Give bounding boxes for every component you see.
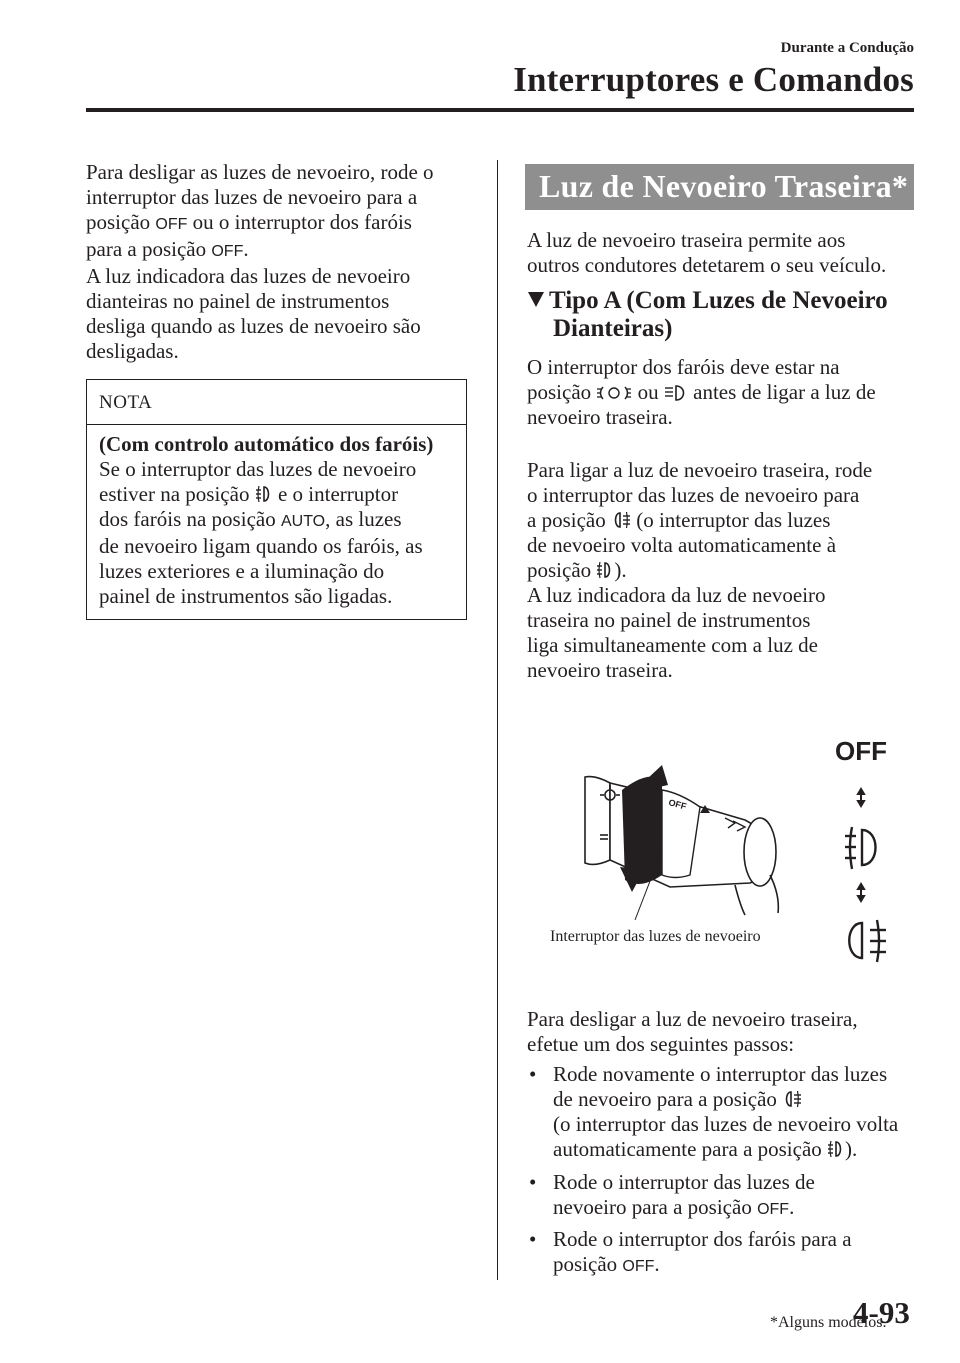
text-line: para a posição OFF. (86, 237, 249, 261)
note-box (86, 379, 467, 620)
text-line: A luz indicadora da luz de nevoeiro (527, 583, 826, 607)
text-line: outros condutores detetarem o seu veículo. (527, 253, 887, 277)
text-line: traseira no painel de instrumentos (527, 608, 811, 632)
turn-off-intro (527, 1007, 917, 1057)
left-paragraph (86, 160, 478, 364)
rear-fog-icon (782, 1089, 802, 1109)
text-line: desliga quando as luzes de nevoeiro são (86, 314, 421, 338)
text-line: Para ligar a luz de nevoeiro traseira, rode (527, 458, 873, 482)
text-line: estiver na posição e o interruptor (99, 482, 399, 506)
text-line: Para desligar a luz de nevoeiro traseira, (527, 1007, 858, 1031)
rear-fog-icon (611, 510, 631, 530)
text-line: A luz de nevoeiro traseira permite aos (527, 228, 846, 252)
front-fog-icon (827, 1139, 845, 1159)
off-code: OFF (155, 216, 188, 233)
section-title: Luz de Nevoeiro Traseira* (539, 168, 909, 204)
front-fog-icon (255, 484, 273, 504)
front-fog-icon (845, 827, 876, 869)
text-line: desligadas. (86, 339, 179, 363)
text-line: painel de instrumentos são ligadas. (99, 584, 393, 608)
text-line: dos faróis na posição AUTO, as luzes (99, 507, 402, 531)
off-code: OFF (622, 1258, 655, 1275)
bullet-dot: • (529, 1062, 537, 1086)
intro-paragraph (527, 228, 917, 278)
rear-fog-icon (849, 920, 886, 962)
text-line: liga simultaneamente com a luz de (527, 633, 818, 657)
turn-on-paragraph (527, 458, 917, 683)
text-line: posição ou antes de ligar a luz de (527, 380, 876, 404)
figure-caption: Interruptor das luzes de nevoeiro (550, 928, 761, 945)
section-banner (525, 164, 914, 210)
text-line: nevoeiro traseira. (527, 658, 673, 682)
text-line: Se o interruptor das luzes de nevoeiro (99, 457, 417, 481)
prereq-paragraph (527, 355, 917, 430)
list-item: • Rode novamente o interruptor das luzes de nevoeiro para a posição (o interruptor das luzes de nevoeiro volta automaticamente para a posição ). (529, 1062, 899, 1161)
column-divider (497, 160, 498, 1280)
off-code: OFF (211, 243, 244, 260)
off-position-label: OFF (835, 736, 887, 766)
up-down-arrow-icon (858, 789, 864, 806)
bullet-dot: • (529, 1227, 537, 1251)
running-header-title: Interruptores e Comandos (513, 60, 914, 99)
text-line: o interruptor das luzes de nevoeiro para (527, 483, 860, 507)
list-item: • Rode o interruptor dos faróis para a posição OFF. (529, 1227, 852, 1276)
note-label: NOTA (99, 392, 153, 413)
list-item: • Rode o interruptor das luzes de nevoeiro para a posição OFF. (529, 1170, 815, 1219)
up-down-arrow-icon (858, 884, 864, 901)
triangle-marker-icon (527, 287, 549, 315)
parking-light-icon (596, 384, 632, 402)
text-line: de nevoeiro volta automaticamente à (527, 533, 837, 557)
auto-code: AUTO (280, 513, 326, 530)
off-code: OFF (757, 1201, 790, 1218)
text-line: A luz indicadora das luzes de nevoeiro (86, 264, 411, 288)
text-line: Para desligar as luzes de nevoeiro, rode o (86, 160, 434, 184)
footnote: *Alguns modelos. (770, 1314, 887, 1331)
text-line: luzes exteriores e a iluminação do (99, 559, 385, 583)
text-line: interruptor das luzes de nevoeiro para a (86, 185, 418, 209)
text-line: posição OFF ou o interruptor dos faróis (86, 210, 412, 234)
stalk-off-label: OFF (667, 797, 688, 812)
subheading: Tipo A (Com Luzes de Nevoeiro Dianteiras) (527, 287, 917, 343)
text-line: dianteiras no painel de instrumentos (86, 289, 390, 313)
front-fog-icon (596, 560, 614, 580)
note-subhead: (Com controlo automático dos faróis) (99, 432, 434, 456)
note-body (99, 432, 464, 609)
headlight-icon (664, 384, 688, 402)
running-header-section: Durante a Condução (780, 40, 914, 56)
header-rule (86, 108, 914, 112)
text-line: nevoeiro traseira. (527, 405, 673, 429)
text-line: de nevoeiro ligam quando os faróis, as (99, 534, 423, 558)
text-line: O interruptor dos faróis deve estar na (527, 355, 840, 379)
note-header (87, 380, 466, 425)
text-line: a posição (o interruptor das luzes (527, 508, 831, 532)
bullet-dot: • (529, 1170, 537, 1194)
text-line: efetue um dos seguintes passos: (527, 1032, 795, 1056)
text-line: posição ). (527, 558, 627, 582)
page-number: 4-93 (853, 1295, 910, 1330)
